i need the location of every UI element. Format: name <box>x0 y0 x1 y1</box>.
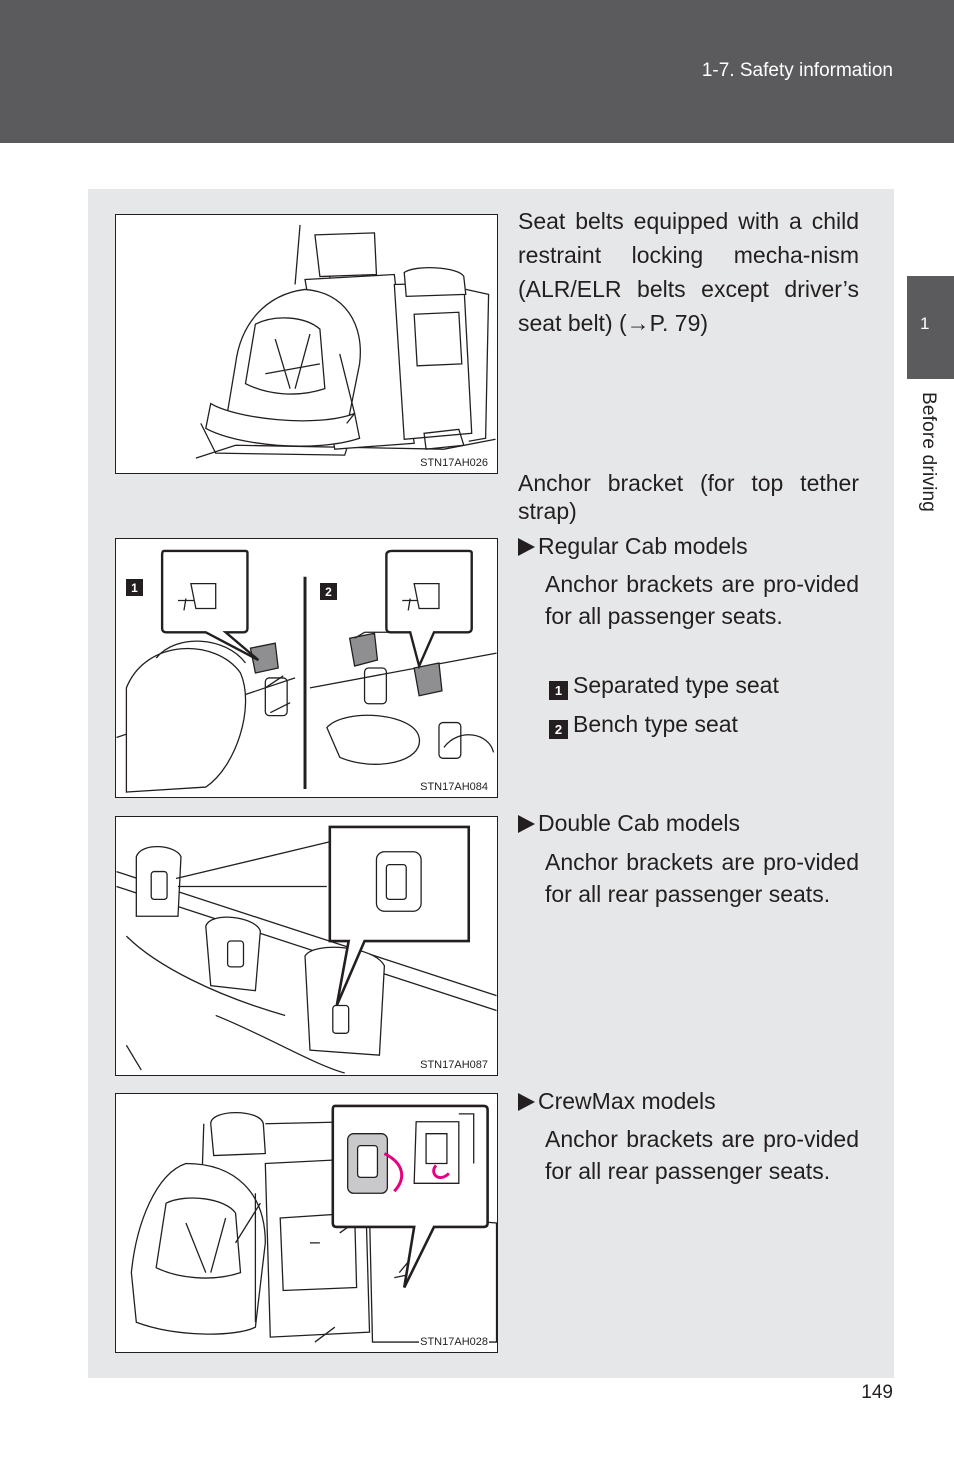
crewmax-illustration <box>116 1094 497 1352</box>
triangle-bullet-icon <box>518 1093 535 1111</box>
figure-code: STN17AH028 <box>420 1336 488 1348</box>
chapter-number: 1 <box>920 314 930 333</box>
section-title: 1-7. Safety information <box>701 60 893 81</box>
crewmax-body: Anchor brackets are pro-vided for all rear passenger seats. <box>545 1126 859 1184</box>
triangle-bullet-icon <box>518 815 535 833</box>
double-cab-body: Anchor brackets are pro-vided for all rear passenger seats. <box>545 849 859 907</box>
crewmax-heading <box>518 1086 716 1117</box>
regular-cab-body: Anchor brackets are pro-vided for all passenger seats. <box>545 571 859 629</box>
number-badge-1: 1 <box>549 681 568 700</box>
chapter-tab[interactable] <box>907 276 954 379</box>
badge-1: 1 <box>126 579 143 596</box>
figure-crewmax <box>115 1093 498 1353</box>
item-label: Separated type seat <box>573 672 779 698</box>
anchor-bracket-heading: Anchor bracket (for top tether strap) <box>518 470 859 524</box>
page-number: 149 <box>861 1382 893 1403</box>
regular-cab-heading <box>518 531 748 562</box>
double-cab-title: Double Cab models <box>538 810 741 836</box>
regular-cab-illustration <box>116 539 497 797</box>
figure-code: STN17AH087 <box>420 1059 488 1071</box>
alr-elr-text: Seat belts equipped with a child restraint locking mecha-nism (ALR/ELR belts except driver’s seat belt) (→P. 79) <box>518 208 859 336</box>
crewmax-title: CrewMax models <box>538 1088 716 1114</box>
figure-child-seat-belt <box>115 214 498 474</box>
regular-cab-title: Regular Cab models <box>538 533 748 559</box>
child-seat-illustration <box>116 215 497 473</box>
number-badge-2: 2 <box>549 720 568 739</box>
item-label: Bench type seat <box>573 711 738 737</box>
figure-double-cab <box>115 816 498 1076</box>
figure-code: STN17AH084 <box>420 781 488 793</box>
figure-code: STN17AH026 <box>420 457 488 469</box>
chapter-label: Before driving <box>918 392 939 513</box>
triangle-bullet-icon <box>518 538 535 556</box>
figure-regular-cab <box>115 538 498 798</box>
double-cab-heading <box>518 808 740 839</box>
page-header <box>0 0 954 143</box>
badge-2: 2 <box>320 583 337 600</box>
list-item <box>549 670 779 701</box>
list-item <box>549 709 738 740</box>
double-cab-illustration <box>116 817 497 1075</box>
